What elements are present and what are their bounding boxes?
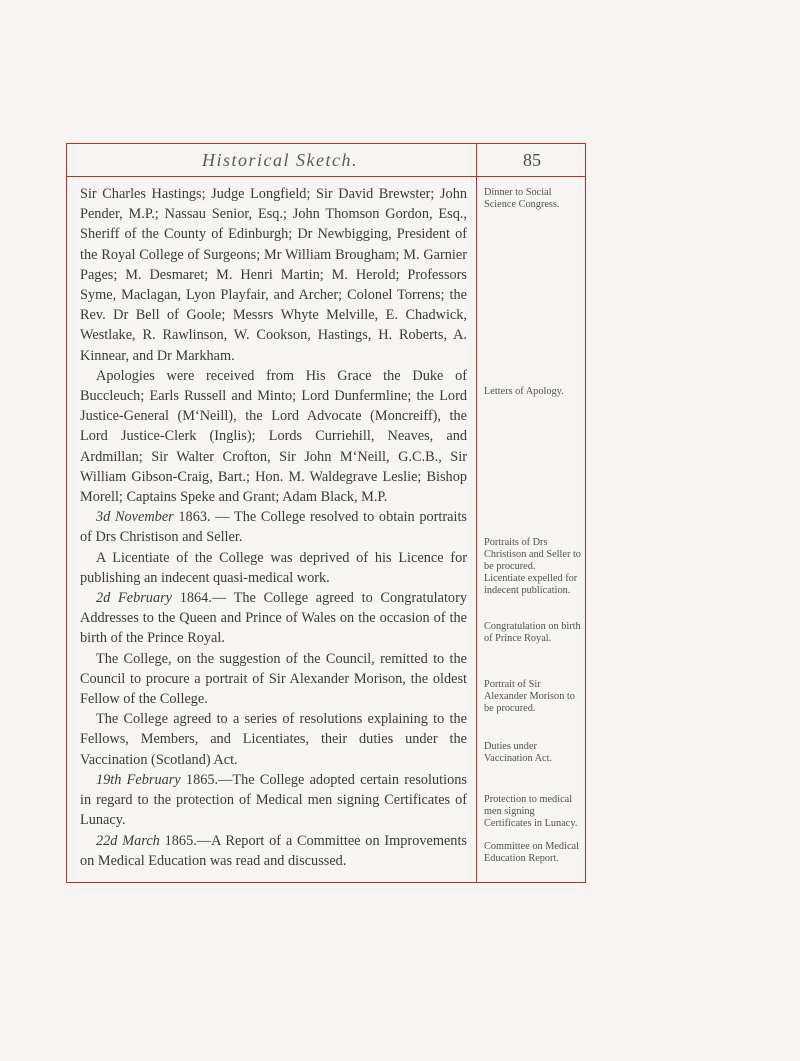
paragraph-portraits: 3d November 1863. — The College resolved to obtain portraits of Drs Christison and Seller.	[80, 509, 467, 546]
paragraph-attendees: Sir Charles Hastings; Judge Longfield; Sir David Brewster; John Pender, M.P.; Nassau Senior, Esq.; John Thomson Gordon, Esq., Sheriff of the County of Edinburgh; Dr Newbigging, President of the Royal College of Surgeons; Mr William Brougham; M. Garnier Pages; M. Desmaret; M. Henri Martin; M. Herold; Professors Syme, Maclagan, Lyon Playfair, and Archer; Colonel Torrens; the Rev. Dr Bell of Goole; Messrs Whyte Melville, E. Chadwick, Westlake, R. Rawlinson, W. Cookson, Hastings, H. Roberts, A. Kinnear, and Dr Markham.	[80, 186, 467, 364]
entry-date: 22d March	[96, 832, 160, 849]
body-text	[80, 184, 467, 871]
paragraph-education: 22d March 1865.—A Report of a Committee on Improvements on Medical Education was read and discussed.	[80, 832, 467, 869]
entry-date: 2d February	[96, 590, 173, 607]
paragraph-vaccination: The College agreed to a series of resolutions explaining to the Fellows, Members, and Licentiates, their duties under the Vaccination (Scotland) Act.	[80, 711, 467, 768]
margin-note: Committee on Medical Education Report.	[484, 841, 579, 865]
paragraph-morison: The College, on the suggestion of the Council, remitted to the Council to procure a portrait of Sir Alexander Morison, the oldest Fellow of the College.	[80, 650, 467, 708]
margin-note: Protection to medical men signing Certificates in Lunacy.	[484, 794, 578, 830]
paragraph-licentiate: A Licentiate of the College was deprived of his Licence for publishing an indecent quasi-medical work.	[80, 549, 467, 586]
margin-note: Dinner to Social Science Congress.	[484, 187, 560, 211]
entry-date: 3d November	[96, 509, 174, 526]
paragraph-apologies: Apologies were received from His Grace the Duke of Buccleuch; Earls Russell and Minto; Lord Dunfermline; the Lord Justice-General (M‘Neill), the Lord Advocate (Moncreiff), the Lord Justice-Clerk (Inglis); Lords Curriehill, Neaves, and Ardmillan; Sir Walter Crofton, Sir John M‘Neill, G.C.B., Sir William Gibson-Craig, Bart.; Hon. M. Waldegrave Leslie; Bishop Morell; Captains Speke and Grant; Adam Black, M.P.	[80, 367, 467, 506]
header-rule	[66, 176, 586, 177]
paragraph-congratulation: 2d February 1864.— The College agreed to Congratulatory Addresses to the Queen and Prince of Wales on the occasion of the birth of the Prince Royal.	[80, 590, 467, 647]
entry-date: 19th February	[96, 771, 181, 788]
running-head: Historical Sketch.	[202, 150, 358, 170]
margin-note: Portraits of Drs Christison and Seller to be procured.	[484, 537, 581, 573]
margin-note: Licentiate expelled for indecent publication.	[484, 573, 578, 597]
margin-note: Letters of Apology.	[484, 386, 564, 397]
margin-note: Portrait of Sir Alexander Morison to be procured.	[484, 679, 575, 715]
page-number: 85	[523, 150, 541, 170]
paragraph-lunacy: 19th February 1865.—The College adopted certain resolutions in regard to the protection of Medical men signing Certificates of Lunacy.	[80, 771, 467, 829]
margin-rule	[476, 143, 477, 883]
margin-note: Duties under Vaccination Act.	[484, 741, 553, 765]
margin-note: Congratulation on birth of Prince Royal.	[484, 621, 581, 645]
